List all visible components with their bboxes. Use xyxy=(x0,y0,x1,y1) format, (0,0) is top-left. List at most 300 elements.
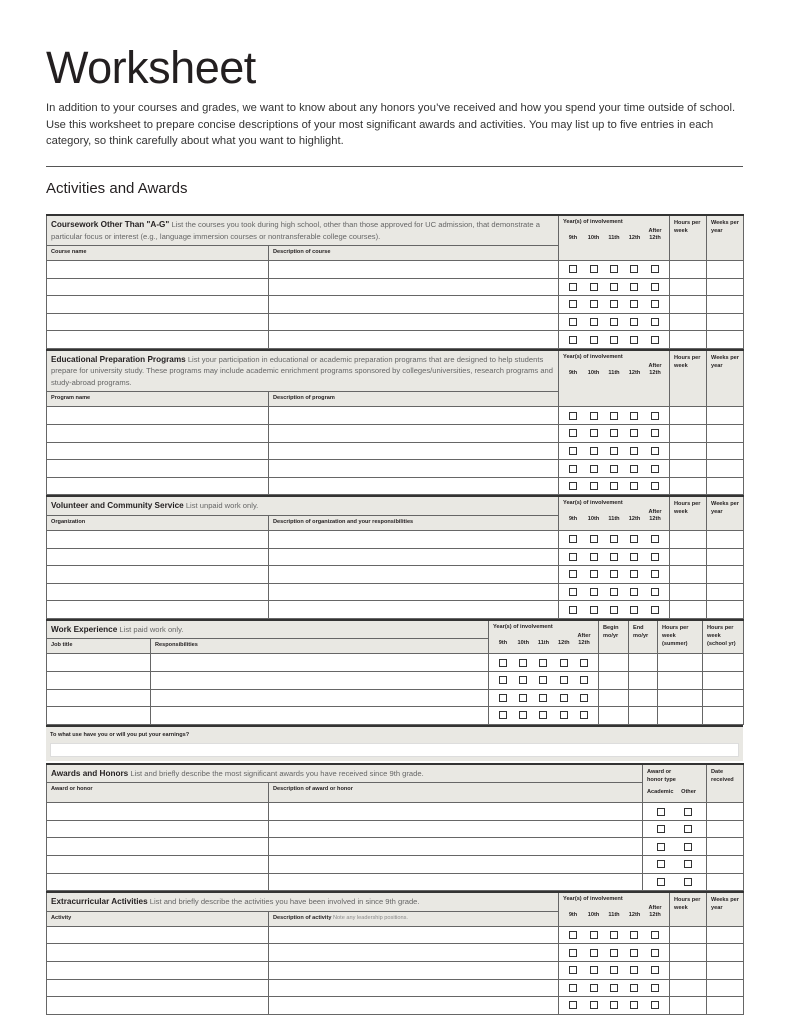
section-title: Work Experience xyxy=(51,624,118,634)
hours-field[interactable] xyxy=(670,530,707,548)
year-label: 12th xyxy=(557,639,570,646)
checkbox[interactable] xyxy=(569,482,577,490)
award-field[interactable] xyxy=(47,856,269,874)
checkbox[interactable] xyxy=(590,482,598,490)
table-row xyxy=(47,278,744,296)
end-field[interactable] xyxy=(629,672,658,690)
checkbox[interactable] xyxy=(610,447,618,455)
hours-school-field[interactable] xyxy=(703,707,744,725)
section-table xyxy=(46,891,744,1014)
checkbox[interactable] xyxy=(657,825,665,833)
checkbox[interactable] xyxy=(651,588,659,596)
checkbox[interactable] xyxy=(590,265,598,273)
checkbox[interactable] xyxy=(580,711,588,719)
begin-field[interactable] xyxy=(599,707,629,725)
checkbox[interactable] xyxy=(630,1001,638,1009)
checkbox[interactable] xyxy=(499,711,507,719)
table-row xyxy=(47,313,744,331)
description-field[interactable] xyxy=(269,820,643,838)
checkbox[interactable] xyxy=(590,588,598,596)
checkbox[interactable] xyxy=(630,553,638,561)
col-header: Description of organization and your responsibilities xyxy=(273,518,414,525)
table-row xyxy=(47,856,744,874)
date-field[interactable] xyxy=(707,873,744,891)
year-label: 11th xyxy=(537,639,550,646)
description-field[interactable] xyxy=(269,601,559,619)
checkbox[interactable] xyxy=(610,300,618,308)
description-field[interactable] xyxy=(269,583,559,601)
checkbox[interactable] xyxy=(630,588,638,596)
checkbox[interactable] xyxy=(590,429,598,437)
hours-header: Hours per week xyxy=(670,215,707,261)
checkbox[interactable] xyxy=(651,482,659,490)
description-field[interactable] xyxy=(269,944,559,962)
checkbox[interactable] xyxy=(651,336,659,344)
checkbox[interactable] xyxy=(630,931,638,939)
checkbox[interactable] xyxy=(590,570,598,578)
checkbox[interactable] xyxy=(630,318,638,326)
checkbox[interactable] xyxy=(580,659,588,667)
checkbox[interactable] xyxy=(651,570,659,578)
checkbox[interactable] xyxy=(580,676,588,684)
weeks-field[interactable] xyxy=(707,944,744,962)
section-description: List and briefly describe the activities you have been involved in since 9th grade. xyxy=(149,897,420,907)
year-label: After 12th xyxy=(648,228,662,241)
name-field[interactable] xyxy=(47,961,269,979)
checkbox[interactable] xyxy=(684,825,692,833)
table-row xyxy=(47,583,744,601)
date-field[interactable] xyxy=(707,820,744,838)
earnings-box xyxy=(46,725,743,761)
other-label: Other xyxy=(681,788,697,795)
checkbox[interactable] xyxy=(569,336,577,344)
checkbox[interactable] xyxy=(560,676,568,684)
hours-field[interactable] xyxy=(670,278,707,296)
name-field[interactable] xyxy=(47,460,269,478)
weeks-field[interactable] xyxy=(707,442,744,460)
weeks-header: Weeks per year xyxy=(707,215,744,261)
checkbox[interactable] xyxy=(651,553,659,561)
checkbox[interactable] xyxy=(657,878,665,886)
checkbox[interactable] xyxy=(590,553,598,561)
checkbox[interactable] xyxy=(610,606,618,614)
checkbox[interactable] xyxy=(630,429,638,437)
weeks-field[interactable] xyxy=(707,530,744,548)
name-field[interactable] xyxy=(47,407,269,425)
hours-school-header: Hours per week (school yr) xyxy=(703,620,744,654)
description-field[interactable] xyxy=(269,873,643,891)
table-row xyxy=(47,477,744,495)
weeks-field[interactable] xyxy=(707,979,744,997)
responsibilities-field[interactable] xyxy=(151,689,489,707)
checkbox[interactable] xyxy=(590,535,598,543)
weeks-header: Weeks per year xyxy=(707,350,744,407)
section-description: List and briefly describe the most significant awards you have received since 9th grade. xyxy=(130,768,424,778)
checkbox[interactable] xyxy=(569,465,577,473)
checkbox[interactable] xyxy=(610,535,618,543)
name-field[interactable] xyxy=(47,331,269,349)
checkbox[interactable] xyxy=(610,336,618,344)
checkbox[interactable] xyxy=(651,447,659,455)
hours-summer-field[interactable] xyxy=(658,654,703,672)
description-field[interactable] xyxy=(269,460,559,478)
section-table xyxy=(46,763,744,891)
checkbox[interactable] xyxy=(610,482,618,490)
end-field[interactable] xyxy=(629,654,658,672)
checkbox[interactable] xyxy=(590,606,598,614)
checkbox[interactable] xyxy=(610,429,618,437)
award-field[interactable] xyxy=(47,803,269,821)
checkbox[interactable] xyxy=(610,283,618,291)
hours-field[interactable] xyxy=(670,979,707,997)
checkbox[interactable] xyxy=(590,966,598,974)
hours-field[interactable] xyxy=(670,296,707,314)
checkbox[interactable] xyxy=(499,676,507,684)
checkbox[interactable] xyxy=(569,318,577,326)
checkbox[interactable] xyxy=(569,283,577,291)
responsibilities-field[interactable] xyxy=(151,707,489,725)
checkbox[interactable] xyxy=(539,659,547,667)
checkbox[interactable] xyxy=(630,412,638,420)
weeks-field[interactable] xyxy=(707,278,744,296)
checkbox[interactable] xyxy=(630,984,638,992)
name-field[interactable] xyxy=(47,425,269,443)
description-field[interactable] xyxy=(269,313,559,331)
name-field[interactable] xyxy=(47,944,269,962)
name-field[interactable] xyxy=(47,979,269,997)
checkbox[interactable] xyxy=(560,694,568,702)
checkbox[interactable] xyxy=(539,676,547,684)
checkbox[interactable] xyxy=(569,949,577,957)
checkbox[interactable] xyxy=(569,1001,577,1009)
name-field[interactable] xyxy=(47,313,269,331)
checkbox[interactable] xyxy=(519,676,527,684)
checkbox[interactable] xyxy=(590,465,598,473)
checkbox[interactable] xyxy=(499,659,507,667)
checkbox[interactable] xyxy=(569,447,577,455)
earnings-question: To what use have you or will you put your earnings? xyxy=(50,731,190,738)
table-row xyxy=(47,926,744,944)
table-row xyxy=(47,601,744,619)
col-header: Description of award or honor xyxy=(269,783,643,803)
date-field[interactable] xyxy=(707,838,744,856)
name-field[interactable] xyxy=(47,477,269,495)
description-field[interactable] xyxy=(269,803,643,821)
checkbox[interactable] xyxy=(630,283,638,291)
checkbox[interactable] xyxy=(569,931,577,939)
checkbox[interactable] xyxy=(657,843,665,851)
description-field[interactable] xyxy=(269,856,643,874)
checkbox[interactable] xyxy=(610,465,618,473)
checkbox[interactable] xyxy=(651,465,659,473)
checkbox[interactable] xyxy=(569,553,577,561)
begin-field[interactable] xyxy=(599,689,629,707)
hours-summer-field[interactable] xyxy=(658,689,703,707)
checkbox[interactable] xyxy=(684,860,692,868)
hours-field[interactable] xyxy=(670,313,707,331)
checkbox[interactable] xyxy=(657,860,665,868)
hours-field[interactable] xyxy=(670,583,707,601)
description-field[interactable] xyxy=(269,425,559,443)
checkbox[interactable] xyxy=(569,265,577,273)
weeks-field[interactable] xyxy=(707,296,744,314)
year-label: After 12th xyxy=(648,509,662,523)
checkbox[interactable] xyxy=(519,694,527,702)
table-row xyxy=(47,707,744,725)
checkbox[interactable] xyxy=(651,984,659,992)
checkbox[interactable] xyxy=(630,482,638,490)
begin-field[interactable] xyxy=(599,654,629,672)
checkbox[interactable] xyxy=(519,659,527,667)
description-field[interactable] xyxy=(269,548,559,566)
description-field[interactable] xyxy=(269,296,559,314)
description-field[interactable] xyxy=(269,997,559,1015)
description-field[interactable] xyxy=(269,261,559,279)
checkbox[interactable] xyxy=(539,694,547,702)
checkbox[interactable] xyxy=(630,606,638,614)
checkbox[interactable] xyxy=(569,570,577,578)
checkbox[interactable] xyxy=(590,447,598,455)
checkbox[interactable] xyxy=(651,966,659,974)
name-field[interactable] xyxy=(47,548,269,566)
job-title-field[interactable] xyxy=(47,707,151,725)
checkbox[interactable] xyxy=(651,429,659,437)
date-field[interactable] xyxy=(707,856,744,874)
checkbox[interactable] xyxy=(560,659,568,667)
description-field[interactable] xyxy=(269,961,559,979)
checkbox[interactable] xyxy=(590,1001,598,1009)
checkbox[interactable] xyxy=(630,336,638,344)
checkbox[interactable] xyxy=(610,931,618,939)
year-label: 11th xyxy=(608,912,620,919)
checkbox[interactable] xyxy=(569,429,577,437)
date-field[interactable] xyxy=(707,803,744,821)
award-field[interactable] xyxy=(47,838,269,856)
year-label: 9th xyxy=(568,369,578,376)
checkbox[interactable] xyxy=(590,336,598,344)
checkbox[interactable] xyxy=(630,535,638,543)
checkbox[interactable] xyxy=(651,412,659,420)
hours-field[interactable] xyxy=(670,407,707,425)
hours-field[interactable] xyxy=(670,944,707,962)
earnings-field[interactable] xyxy=(50,743,739,757)
name-field[interactable] xyxy=(47,583,269,601)
hours-field[interactable] xyxy=(670,331,707,349)
weeks-header: Weeks per year xyxy=(707,496,744,530)
checkbox[interactable] xyxy=(610,984,618,992)
hours-field[interactable] xyxy=(670,460,707,478)
year-label: After 12th xyxy=(648,905,662,919)
col-header: Course name xyxy=(47,246,269,261)
award-field[interactable] xyxy=(47,873,269,891)
checkbox[interactable] xyxy=(651,535,659,543)
job-title-field[interactable] xyxy=(47,689,151,707)
weeks-field[interactable] xyxy=(707,601,744,619)
checkbox[interactable] xyxy=(610,966,618,974)
hours-field[interactable] xyxy=(670,261,707,279)
name-field[interactable] xyxy=(47,296,269,314)
description-field[interactable] xyxy=(269,979,559,997)
checkbox[interactable] xyxy=(651,606,659,614)
checkbox[interactable] xyxy=(569,984,577,992)
year-label: 12th xyxy=(628,235,641,241)
name-field[interactable] xyxy=(47,442,269,460)
checkbox[interactable] xyxy=(499,694,507,702)
checkbox[interactable] xyxy=(569,606,577,614)
year-label: 9th xyxy=(568,516,578,523)
checkbox[interactable] xyxy=(651,318,659,326)
checkbox[interactable] xyxy=(610,265,618,273)
checkbox[interactable] xyxy=(630,966,638,974)
weeks-field[interactable] xyxy=(707,566,744,584)
academic-label: Academic xyxy=(647,788,674,795)
hours-summer-field[interactable] xyxy=(658,707,703,725)
checkbox[interactable] xyxy=(610,318,618,326)
begin-field[interactable] xyxy=(599,672,629,690)
end-field[interactable] xyxy=(629,707,658,725)
name-field[interactable] xyxy=(47,530,269,548)
hours-field[interactable] xyxy=(670,961,707,979)
checkbox[interactable] xyxy=(590,283,598,291)
end-field[interactable] xyxy=(629,689,658,707)
name-field[interactable] xyxy=(47,261,269,279)
name-field[interactable] xyxy=(47,566,269,584)
weeks-field[interactable] xyxy=(707,997,744,1015)
checkbox[interactable] xyxy=(610,1001,618,1009)
hours-field[interactable] xyxy=(670,601,707,619)
checkbox[interactable] xyxy=(590,412,598,420)
description-field[interactable] xyxy=(269,926,559,944)
checkbox[interactable] xyxy=(651,1001,659,1009)
checkbox[interactable] xyxy=(539,711,547,719)
checkbox[interactable] xyxy=(684,843,692,851)
year-label: 12th xyxy=(628,516,641,523)
checkbox[interactable] xyxy=(651,931,659,939)
hours-field[interactable] xyxy=(670,566,707,584)
table-row xyxy=(47,997,744,1015)
job-title-field[interactable] xyxy=(47,654,151,672)
checkbox[interactable] xyxy=(569,588,577,596)
weeks-field[interactable] xyxy=(707,331,744,349)
table-row xyxy=(47,820,744,838)
checkbox[interactable] xyxy=(630,300,638,308)
weeks-field[interactable] xyxy=(707,261,744,279)
checkbox[interactable] xyxy=(684,878,692,886)
checkbox[interactable] xyxy=(590,984,598,992)
checkbox[interactable] xyxy=(590,300,598,308)
checkbox[interactable] xyxy=(610,588,618,596)
checkbox[interactable] xyxy=(657,808,665,816)
checkbox[interactable] xyxy=(651,949,659,957)
weeks-field[interactable] xyxy=(707,313,744,331)
hours-school-field[interactable] xyxy=(703,689,744,707)
col-header: Activity xyxy=(47,911,269,926)
hours-header: Hours per week xyxy=(670,350,707,407)
checkbox[interactable] xyxy=(590,318,598,326)
checkbox[interactable] xyxy=(651,265,659,273)
weeks-field[interactable] xyxy=(707,926,744,944)
hours-field[interactable] xyxy=(670,477,707,495)
col-header: Organization xyxy=(47,515,269,530)
description-field[interactable] xyxy=(269,477,559,495)
checkbox[interactable] xyxy=(630,265,638,273)
checkbox[interactable] xyxy=(580,694,588,702)
description-field[interactable] xyxy=(269,331,559,349)
description-field[interactable] xyxy=(269,407,559,425)
checkbox[interactable] xyxy=(590,931,598,939)
weeks-field[interactable] xyxy=(707,407,744,425)
weeks-field[interactable] xyxy=(707,961,744,979)
weeks-field[interactable] xyxy=(707,583,744,601)
checkbox[interactable] xyxy=(610,412,618,420)
hours-field[interactable] xyxy=(670,425,707,443)
weeks-field[interactable] xyxy=(707,548,744,566)
job-title-field[interactable] xyxy=(47,672,151,690)
award-field[interactable] xyxy=(47,820,269,838)
name-field[interactable] xyxy=(47,278,269,296)
checkbox[interactable] xyxy=(569,535,577,543)
hours-field[interactable] xyxy=(670,997,707,1015)
name-field[interactable] xyxy=(47,926,269,944)
checkbox[interactable] xyxy=(610,949,618,957)
checkbox[interactable] xyxy=(630,447,638,455)
checkbox[interactable] xyxy=(610,553,618,561)
section-description: List the courses you took during high school, other than those approved for UC admission, that demonstrate a particular focus or interest (e.g., language immersion courses or nontransferable college courses). xyxy=(51,220,540,241)
table-row xyxy=(47,548,744,566)
checkbox[interactable] xyxy=(610,570,618,578)
description-field[interactable] xyxy=(269,566,559,584)
responsibilities-field[interactable] xyxy=(151,672,489,690)
checkbox[interactable] xyxy=(560,711,568,719)
checkbox[interactable] xyxy=(569,412,577,420)
checkbox[interactable] xyxy=(519,711,527,719)
checkbox[interactable] xyxy=(569,300,577,308)
weeks-field[interactable] xyxy=(707,477,744,495)
page-title: Worksheet xyxy=(46,42,256,93)
hours-field[interactable] xyxy=(670,548,707,566)
checkbox[interactable] xyxy=(630,465,638,473)
responsibilities-field[interactable] xyxy=(151,654,489,672)
checkbox[interactable] xyxy=(569,966,577,974)
description-field[interactable] xyxy=(269,530,559,548)
weeks-field[interactable] xyxy=(707,425,744,443)
col-header: Responsibilities xyxy=(151,639,489,654)
hours-field[interactable] xyxy=(670,442,707,460)
name-field[interactable] xyxy=(47,601,269,619)
checkbox[interactable] xyxy=(630,570,638,578)
year-label: 10th xyxy=(587,912,600,919)
description-field[interactable] xyxy=(269,838,643,856)
hours-school-field[interactable] xyxy=(703,654,744,672)
checkbox[interactable] xyxy=(651,283,659,291)
checkbox[interactable] xyxy=(590,949,598,957)
name-field[interactable] xyxy=(47,997,269,1015)
checkbox[interactable] xyxy=(630,949,638,957)
hours-summer-field[interactable] xyxy=(658,672,703,690)
col-header: Award or honor xyxy=(47,783,269,803)
hours-school-field[interactable] xyxy=(703,672,744,690)
table-row xyxy=(47,838,744,856)
description-field[interactable] xyxy=(269,278,559,296)
weeks-field[interactable] xyxy=(707,460,744,478)
checkbox[interactable] xyxy=(684,808,692,816)
description-field[interactable] xyxy=(269,442,559,460)
hours-field[interactable] xyxy=(670,926,707,944)
hours-header: Hours per week xyxy=(670,892,707,926)
table-row xyxy=(47,261,744,279)
checkbox[interactable] xyxy=(651,300,659,308)
table-row xyxy=(47,873,744,891)
